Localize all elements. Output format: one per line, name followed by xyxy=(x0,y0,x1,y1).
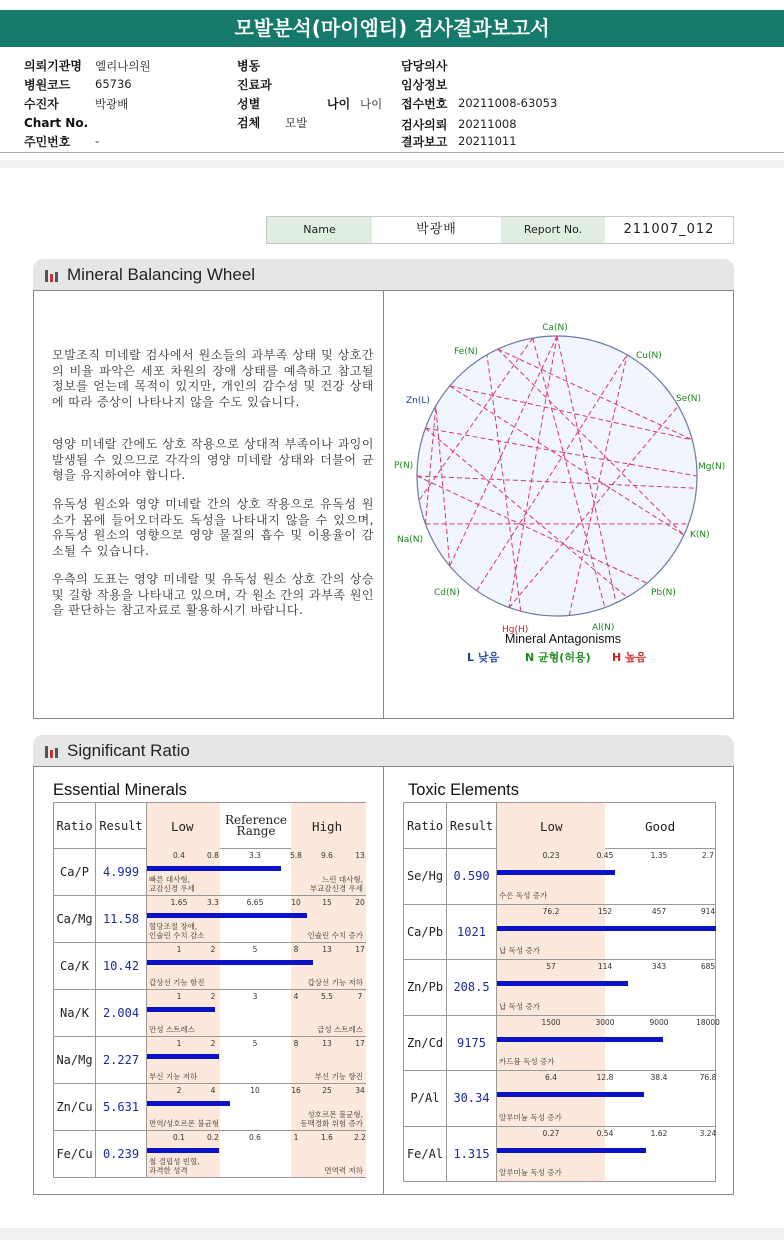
legend-high: H 높음 xyxy=(612,651,647,664)
value-age: 나이 xyxy=(360,97,383,111)
note-low: 철 결핍성 빈혈, 과격한 성격 xyxy=(149,1157,200,1175)
result-bar xyxy=(147,960,313,965)
wheel-section-header xyxy=(33,259,734,290)
ess-bar-cell xyxy=(147,896,366,943)
ess-header-ref-line2: Range xyxy=(236,824,276,838)
result-bar xyxy=(147,866,281,871)
label-chart-no: Chart No. xyxy=(24,116,89,130)
scale-tick: 5.8 xyxy=(290,851,302,860)
toxic-ratio-table xyxy=(403,802,720,1182)
header-band xyxy=(0,160,784,168)
scale-tick: 343 xyxy=(651,962,667,971)
ess-header-ratio: Ratio xyxy=(54,803,96,849)
header-divider xyxy=(0,152,784,153)
result-bar xyxy=(147,1101,230,1106)
legend-low: L 낮음 xyxy=(467,651,500,664)
wheel-label-hg: Hg(H) xyxy=(502,625,529,635)
note-low: 면역/성호르몬 불균형 xyxy=(149,1119,220,1128)
value-receipt-no: 20211008-63053 xyxy=(458,96,558,110)
ess-result-cell: 11.58 xyxy=(96,896,147,943)
tox-header-ratio: Ratio xyxy=(404,803,447,849)
wheel-circle xyxy=(417,336,697,616)
essential-minerals-title: Essential Minerals xyxy=(53,781,187,799)
scale-tick: 0.54 xyxy=(596,1128,614,1138)
ess-result-cell: 5.631 xyxy=(96,1084,147,1131)
ess-result-cell: 2.227 xyxy=(96,1037,147,1084)
note-low: 만성 스트레스 xyxy=(149,1025,195,1034)
wheel-label-pb: Pb(N) xyxy=(651,588,676,598)
ess-ratio-cell: Na/K xyxy=(54,990,96,1037)
scale-tick: 1 xyxy=(176,945,182,954)
scale-tick: 2.7 xyxy=(702,851,714,860)
wheel-paragraph-4: 우측의 도표는 영양 미네랄 및 유독성 원소 상호 간의 상승 및 길항 작용을 나타내고 있으며, 각 원소 간의 과부족 원인을 판단하는 참고자료로 활용하시기 바랍니다. xyxy=(52,572,374,617)
scale-tick: 1.35 xyxy=(650,851,668,860)
wheel-label-p: P(N) xyxy=(394,461,414,471)
tox-ratio-cell: P/Al xyxy=(404,1071,447,1127)
scale-tick: 5 xyxy=(252,945,258,954)
result-bar xyxy=(497,870,615,875)
label-patient: 수진자 xyxy=(24,97,59,111)
ess-result-cell: 0.239 xyxy=(96,1131,147,1178)
wheel-paragraph-3: 유독성 원소와 영양 미네랄 간의 상호 작용으로 유독성 원소가 몸에 들어오더라도 독성을 나타내지 않을 수 있으며, 유독성 원소의 영향으로 영양 물질의 흡수 및 이용율이 감소될 수 있습니다. xyxy=(52,497,374,558)
bar-chart-icon xyxy=(45,744,59,758)
scale-tick: 13 xyxy=(322,945,332,954)
label-referring-clinic: 의뢰기관명 xyxy=(24,59,82,73)
scale-tick: 152 xyxy=(597,906,613,916)
scale-tick: 1 xyxy=(176,992,182,1001)
ess-bar-cell xyxy=(147,1037,366,1084)
scale-tick: 2 xyxy=(210,1039,216,1048)
tox-result-cell: 208.5 xyxy=(447,960,497,1016)
label-test-request: 검사의뢰 xyxy=(401,118,448,132)
scale-tick: 13 xyxy=(322,1039,332,1048)
ess-ratio-cell: Ca/Mg xyxy=(54,896,96,943)
scale-tick: 1.62 xyxy=(650,1128,668,1138)
value-test-request: 20211008 xyxy=(458,117,517,131)
note-low: 카드뮴 독성 증가 xyxy=(499,1057,555,1066)
scale-tick: 0.27 xyxy=(542,1128,560,1138)
essential-ratio-table xyxy=(53,802,366,1178)
tox-row xyxy=(404,960,716,1016)
label-doctor: 담당의사 xyxy=(401,59,448,73)
scale-tick: 1.65 xyxy=(170,898,188,907)
wheel-paragraph-2: 영양 미네랄 간에도 상호 작용으로 상대적 부족이나 과잉이 발생될 수 있으므로 각각의 영양 미네랄 상태와 더불어 균형을 유지하여야 합니다. xyxy=(52,437,374,482)
ess-bar-cell xyxy=(147,1084,366,1131)
wheel-section-title: Mineral Balancing Wheel xyxy=(67,265,256,284)
wheel-paragraph-1: 모발조직 미네랄 검사에서 원소들의 과부족 상태 및 상호간의 비율 파악은 세포 차원의 장애 상태를 예측하고 참고될 정보를 얻는데 목적이 있지만, 개인의 감수성 및 건강 상태에 따라 증상이 나타나지 않을 수도 있습니다. xyxy=(52,348,374,409)
scale-tick: 8 xyxy=(293,945,299,954)
ess-ratio-cell: Ca/P xyxy=(54,849,96,896)
wheel-label-k: K(N) xyxy=(690,530,710,540)
note-low: 알루미늄 독성 증가 xyxy=(499,1112,562,1122)
scale-tick: 17 xyxy=(355,1039,365,1048)
label-clinical-info: 임상정보 xyxy=(401,78,448,92)
tox-ratio-cell: Fe/Al xyxy=(404,1126,447,1182)
scale-tick: 12.8 xyxy=(596,1073,614,1082)
ess-row xyxy=(54,943,366,990)
note-high: 면역력 저하 xyxy=(324,1166,363,1175)
tox-row xyxy=(404,1015,716,1071)
scale-tick: 10 xyxy=(250,1086,260,1095)
scale-tick: 4 xyxy=(210,1086,216,1095)
name-label: Name xyxy=(267,217,372,243)
tox-header-result: Result xyxy=(447,803,497,849)
tox-header-scale xyxy=(497,803,716,849)
ess-row xyxy=(54,1037,366,1084)
scale-tick: 4 xyxy=(293,992,299,1001)
ess-ratio-cell: Fe/Cu xyxy=(54,1131,96,1178)
scale-tick: 76.8 xyxy=(699,1073,717,1082)
result-bar xyxy=(497,981,628,986)
bar-chart-icon xyxy=(45,268,59,282)
scale-tick: 6.65 xyxy=(246,898,264,907)
ess-header-scale xyxy=(147,803,366,849)
result-bar xyxy=(147,1054,219,1059)
note-low: 혈당조절 장애, 인슐린 수치 감소 xyxy=(149,922,205,940)
scale-tick: 3.3 xyxy=(207,898,219,907)
scale-tick: 0.45 xyxy=(596,851,614,860)
tox-ratio-cell: Zn/Pb xyxy=(404,960,447,1016)
scale-tick: 2 xyxy=(210,992,216,1001)
scale-tick: 6.4 xyxy=(545,1073,557,1082)
scale-tick: 5 xyxy=(252,1039,258,1048)
label-sex: 성별 xyxy=(237,97,261,111)
result-bar xyxy=(497,1037,663,1042)
ess-row xyxy=(54,1084,366,1131)
result-bar xyxy=(147,913,307,918)
ess-header-high: High xyxy=(312,819,343,834)
wheel-label-ca: Ca(N) xyxy=(542,323,568,333)
scale-tick: 25 xyxy=(322,1086,332,1095)
note-high: 급성 스트레스 xyxy=(317,1025,363,1034)
scale-tick: 17 xyxy=(355,945,365,954)
tox-ratio-cell: Se/Hg xyxy=(404,849,447,905)
wheel-label-zn: Zn(L) xyxy=(406,396,430,406)
result-bar xyxy=(147,1007,215,1012)
note-low: 부신 기능 저하 xyxy=(149,1072,198,1081)
name-report-bar xyxy=(266,216,734,244)
scale-tick: 16 xyxy=(291,1086,301,1095)
scale-tick: 3.3 xyxy=(249,851,261,860)
label-age: 나이 xyxy=(327,97,351,111)
scale-tick: 9.6 xyxy=(321,851,333,860)
tox-row xyxy=(404,1071,716,1127)
ess-ratio-cell: Zn/Cu xyxy=(54,1084,96,1131)
ratio-panel-divider xyxy=(383,766,384,1195)
tox-header-good: Good xyxy=(645,819,676,834)
scale-tick: 76.2 xyxy=(542,906,560,916)
ess-bar-cell xyxy=(147,1131,366,1178)
tox-result-cell: 30.34 xyxy=(447,1071,497,1127)
wheel-label-cu: Cu(N) xyxy=(636,351,662,361)
ess-bar-cell xyxy=(147,990,366,1037)
scale-tick: 2 xyxy=(210,945,216,954)
scale-tick: 114 xyxy=(597,962,613,971)
ess-result-cell: 4.999 xyxy=(96,849,147,896)
scale-tick: 8 xyxy=(293,1039,299,1048)
wheel-label-cd: Cd(N) xyxy=(434,588,460,598)
wheel-label-fe: Fe(N) xyxy=(454,347,478,357)
note-high: 인슐린 수치 증가 xyxy=(307,931,363,940)
scale-tick: 10 xyxy=(291,898,301,907)
scale-tick: 18000 xyxy=(696,1017,720,1027)
label-result-report: 결과보고 xyxy=(401,135,448,149)
note-high: 갑상선 기능 저하 xyxy=(307,978,363,987)
label-receipt-no: 접수번호 xyxy=(401,97,448,111)
ratio-section-title: Significant Ratio xyxy=(67,741,190,760)
scale-tick: 7 xyxy=(357,992,363,1001)
result-bar xyxy=(497,1092,644,1097)
ess-result-cell: 2.004 xyxy=(96,990,147,1037)
ess-row xyxy=(54,896,366,943)
tox-bar-cell xyxy=(497,1071,716,1127)
ess-row xyxy=(54,990,366,1037)
wheel-label-mg: Mg(N) xyxy=(698,462,726,472)
ess-header-ref-line1: Reference xyxy=(224,813,288,827)
scale-tick: 5.5 xyxy=(321,992,333,1001)
scale-tick: 1500 xyxy=(541,1017,561,1027)
scale-tick: 0.4 xyxy=(173,851,185,860)
wheel-label-al: Al(N) xyxy=(592,623,615,633)
ess-row xyxy=(54,1131,366,1178)
note-low: 알루미늄 독성 증가 xyxy=(499,1168,562,1177)
toxic-elements-title: Toxic Elements xyxy=(408,781,519,799)
tox-result-cell: 9175 xyxy=(447,1015,497,1071)
scale-tick: 0.6 xyxy=(249,1133,261,1142)
value-referring-clinic: 엘리나의원 xyxy=(95,59,151,73)
tox-bar-cell xyxy=(497,960,716,1016)
label-ward: 병동 xyxy=(237,59,261,73)
ess-bar-cell xyxy=(147,849,366,896)
ess-header-reference xyxy=(221,815,291,837)
tox-bar-cell xyxy=(497,1126,716,1182)
ratio-section-header xyxy=(33,735,734,766)
tox-bar-cell xyxy=(497,904,716,960)
scale-tick: 2 xyxy=(176,1086,182,1095)
scale-tick: 13 xyxy=(355,851,365,860)
footer-band xyxy=(0,1228,784,1240)
note-low: 빠른 대사형, 교감신경 우세 xyxy=(149,875,195,893)
scale-tick: 457 xyxy=(651,906,667,916)
result-bar xyxy=(147,1148,219,1153)
scale-tick: 685 xyxy=(700,962,716,971)
scale-tick: 3 xyxy=(252,992,258,1001)
value-resident-no: - xyxy=(95,134,100,148)
ess-result-cell: 10.42 xyxy=(96,943,147,990)
wheel-label-na: Na(N) xyxy=(397,535,424,545)
ess-row xyxy=(54,849,366,896)
note-low: 납 독성 증가 xyxy=(499,1001,540,1011)
scale-tick: 20 xyxy=(355,898,365,907)
report-no-label: Report No. xyxy=(501,217,605,243)
result-bar xyxy=(497,1148,646,1153)
scale-tick: 0.1 xyxy=(173,1133,185,1142)
note-high: 성호르몬 불균형, 동맥경화 위험 증가 xyxy=(300,1110,363,1128)
label-department: 진료과 xyxy=(237,78,272,92)
tox-row xyxy=(404,849,716,905)
scale-tick: 3.24 xyxy=(699,1128,717,1138)
scale-tick: 3000 xyxy=(595,1017,615,1027)
tox-bar-cell xyxy=(497,849,716,905)
wheel-label-se: Se(N) xyxy=(676,394,702,404)
scale-tick: 914 xyxy=(700,906,716,916)
label-hospital-code: 병원코드 xyxy=(24,78,71,92)
scale-tick: 1.6 xyxy=(321,1133,333,1142)
tox-row xyxy=(404,904,716,960)
label-resident-no: 주민번호 xyxy=(24,135,71,149)
value-specimen: 모발 xyxy=(285,116,308,130)
scale-tick: 38.4 xyxy=(650,1073,668,1082)
value-patient: 박광배 xyxy=(95,97,129,111)
ess-ratio-cell: Ca/K xyxy=(54,943,96,990)
note-low: 납 독성 증가 xyxy=(499,946,540,955)
scale-tick: 1 xyxy=(293,1133,299,1142)
note-high: 느린 대사형, 부교감신경 우세 xyxy=(309,875,363,893)
wheel-caption: Mineral Antagonisms xyxy=(504,632,622,646)
value-hospital-code: 65736 xyxy=(95,77,132,91)
tox-bar-cell xyxy=(497,1015,720,1071)
scale-tick: 0.2 xyxy=(207,1133,219,1142)
tox-result-cell: 1021 xyxy=(447,904,497,960)
scale-tick: 0.23 xyxy=(542,851,560,860)
ess-bar-cell xyxy=(147,943,366,990)
note-high: 부신 기능 항진 xyxy=(314,1072,363,1081)
scale-tick: 2.2 xyxy=(354,1133,366,1142)
result-bar xyxy=(497,926,716,931)
scale-tick: 0.8 xyxy=(207,851,219,860)
mineral-wheel xyxy=(384,291,733,718)
scale-tick: 15 xyxy=(322,898,332,907)
scale-tick: 57 xyxy=(546,962,556,971)
scale-tick: 1 xyxy=(176,1039,182,1048)
ess-header-result: Result xyxy=(96,803,147,849)
scale-tick: 9000 xyxy=(649,1017,669,1027)
tox-result-cell: 1.315 xyxy=(447,1126,497,1182)
tox-result-cell: 0.590 xyxy=(447,849,497,905)
tox-ratio-cell: Zn/Cd xyxy=(404,1015,447,1071)
tox-header-low: Low xyxy=(540,819,563,834)
tox-row xyxy=(404,1126,716,1182)
report-title: 모발분석(마이엠티) 검사결과보고서 xyxy=(0,10,784,47)
note-low: 갑상선 기능 항진 xyxy=(149,978,205,987)
label-specimen: 검체 xyxy=(237,116,261,130)
name-value: 박광배 xyxy=(372,217,501,243)
value-result-report: 20211011 xyxy=(458,134,517,148)
ess-header-low: Low xyxy=(171,819,194,834)
tox-ratio-cell: Ca/Pb xyxy=(404,904,447,960)
note-low: 수은 독성 증가 xyxy=(499,890,548,900)
report-no-value: 211007_012 xyxy=(605,217,733,243)
scale-tick: 34 xyxy=(355,1086,365,1095)
ess-ratio-cell: Na/Mg xyxy=(54,1037,96,1084)
legend-normal: N 균형(허용) xyxy=(525,651,591,664)
